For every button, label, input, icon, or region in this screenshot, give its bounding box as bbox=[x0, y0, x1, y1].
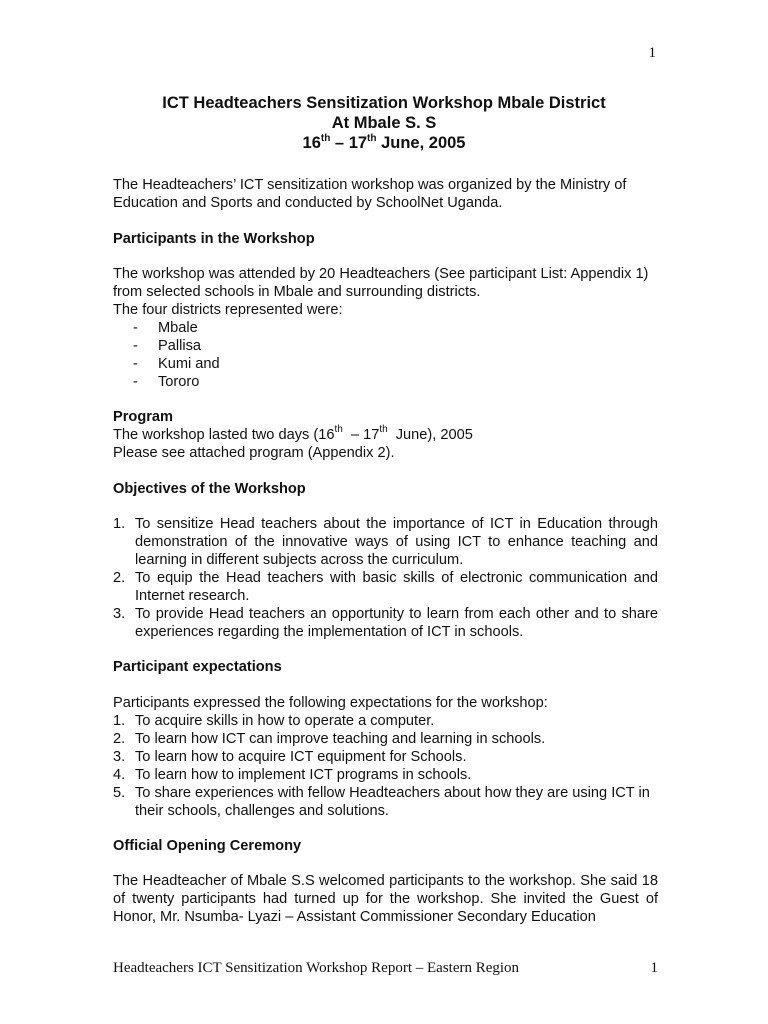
program-heading: Program bbox=[113, 409, 174, 425]
date-start-sup: th bbox=[320, 132, 331, 144]
title-date bbox=[0, 133, 768, 153]
page-footer bbox=[113, 960, 658, 977]
list-item: 2. To equip the Head teachers with basic skills of electronic communication and Internet research. bbox=[113, 570, 658, 604]
date-start-day: 16 bbox=[302, 134, 321, 152]
participants-paragraph: The workshop was attended by 20 Headteachers (See participant List: Appendix 1) from selected schools in Mbale and surrounding districts. bbox=[113, 266, 649, 300]
list-item: - Tororo bbox=[133, 374, 200, 390]
program-line-2: Please see attached program (Appendix 2). bbox=[113, 445, 395, 461]
date-end-sup: th bbox=[367, 132, 377, 144]
list-item: 1. To sensitize Head teachers about the importance of ICT in Education through demonstration of the innovative ways of using ICT to enhance teaching and learning in different subjects across the curriculum. bbox=[113, 516, 658, 568]
list-item: 4. To learn how to implement ICT programs in schools. bbox=[113, 767, 472, 783]
list-item: 5. To share experiences with fellow Headteachers about how they are using ICT in their schools, challenges and solutions. bbox=[113, 785, 650, 819]
footer-page-number: 1 bbox=[650, 960, 658, 976]
districts-list bbox=[113, 319, 658, 391]
expectations-section bbox=[113, 694, 658, 820]
document-title bbox=[0, 93, 768, 153]
list-item: 3. To learn how to acquire ICT equipment for Schools. bbox=[113, 749, 467, 765]
list-item: - Kumi and bbox=[133, 356, 220, 372]
date-end-day: 17 bbox=[348, 134, 368, 152]
opening-paragraph: The Headteacher of Mbale S.S welcomed participants to the workshop. She said 18 of twenty participants had turned up for the workshop. She invited the Guest of Honor, Mr. Nsumba- Lyazi – Assistant Commissioner Secondary Education bbox=[113, 873, 658, 925]
opening-heading: Official Opening Ceremony bbox=[113, 838, 302, 854]
expectations-heading: Participant expectations bbox=[113, 659, 282, 675]
list-item: - Pallisa bbox=[133, 338, 201, 354]
date-rest: June, 2005 bbox=[376, 134, 466, 152]
title-line-2: At Mbale S. S bbox=[331, 114, 437, 132]
footer-text: Headteachers ICT Sensitization Workshop Report – Eastern Region bbox=[113, 960, 520, 976]
list-item: 2. To learn how ICT can improve teaching and learning in schools. bbox=[113, 731, 546, 747]
title-line-1: ICT Headteachers Sensitization Workshop Mbale District bbox=[162, 94, 606, 112]
districts-intro: The four districts represented were: bbox=[113, 302, 343, 318]
expectations-intro: Participants expressed the following expectations for the workshop: bbox=[113, 695, 548, 711]
objectives-section bbox=[113, 515, 658, 641]
objectives-heading: Objectives of the Workshop bbox=[113, 481, 306, 497]
program-section bbox=[113, 408, 658, 462]
date-separator: – bbox=[330, 134, 349, 152]
program-line-1: The workshop lasted two days (16th – 17th June), 2005 bbox=[113, 424, 473, 443]
list-item: 3. To provide Head teachers an opportunity to learn from each other and to share experiences regarding the implementation of ICT in schools. bbox=[113, 606, 658, 640]
expectations-list bbox=[113, 712, 658, 820]
page-number-top: 1 bbox=[648, 45, 656, 61]
participants-heading: Participants in the Workshop bbox=[113, 231, 315, 247]
participants-section bbox=[113, 265, 658, 391]
objectives-list bbox=[113, 515, 658, 641]
list-item: - Mbale bbox=[133, 320, 198, 336]
list-item: 1. To acquire skills in how to operate a computer. bbox=[113, 713, 435, 729]
intro-paragraph: The Headteachers’ ICT sensitization workshop was organized by the Ministry of Education and Sports and conducted by SchoolNet Uganda. bbox=[113, 177, 627, 211]
